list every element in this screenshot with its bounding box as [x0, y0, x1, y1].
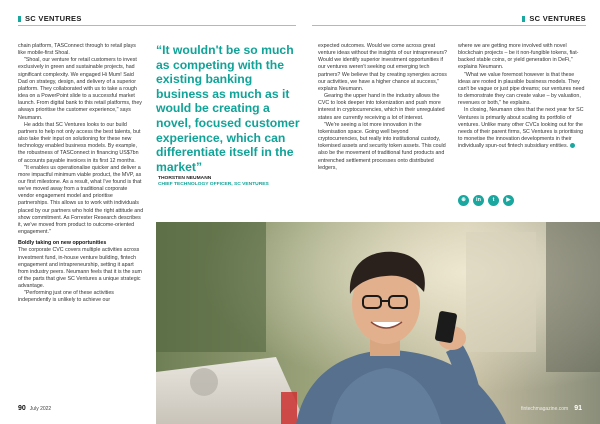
paragraph: Gearing the upper hand in the industry allows the CVC to look deeper into tokenization and push more interest in cryptocurrencies, which in their unregulated states are currently receiving a lot of interest.: [318, 93, 445, 121]
paragraph: "We're seeing a lot more innovation in the tokenisation space. Going well beyond cryptocurrencies, but really into institutional custody, tokenised assets and security token assets. This could also be the movement of traditional fund products and entrenched settlement processes onto distributed ledgers,: [318, 121, 446, 171]
header-left: SC VENTURES: [18, 14, 82, 23]
article-column-1: [18, 43, 144, 305]
header-right: SC VENTURES: [522, 14, 586, 23]
quote-byline: [158, 176, 308, 188]
header-rule-left: [18, 25, 296, 26]
pull-quote: “It wouldn't be so much as competing with the existing banking business as much as it would be creating a novel, focused customer experience, which can differentiate itself in the market”: [156, 43, 300, 174]
paragraph: The corporate CVC covers multiple activities across investment fund, in-house venture building, fintech engagement and intrapreneurship, setting it apart from industry peers. Neumann feels that it is the sum of the parts that give SC Ventures a unique strategic advantage.: [18, 247, 142, 290]
site-url[interactable]: fintechmagazine.com: [520, 406, 569, 412]
footer-right: [521, 405, 586, 412]
article-photo: [156, 222, 600, 424]
page-number-right: 91: [574, 405, 582, 412]
footer-left: [18, 405, 51, 412]
paragraph: chain platform, TASConnect through to retail plays like mobile-first Shoal.: [18, 43, 136, 57]
youtube-icon[interactable]: ▶: [503, 195, 514, 206]
end-of-article-icon: [570, 143, 575, 148]
paragraph: "Shoal, our venture for retail customers to invest exclusively in green and sustainable projects, had significant complexity. We engaged Hi Mum! Said Dad on strategy, design, and delivery of a superior platform. They collaborated with us to take a rough idea on a PowerPoint slide to a successful market launch. From digital bank to this retail platforms, they always prioritise the customer experience," says Neumann.: [18, 57, 142, 121]
paragraph: He adds that SC Ventures looks to our build partners to help not only access the best talents, but also take their input on solutioning for these new technology enabled business models. By example, the robustness of TASConnect in financing US$7bn of accounts payable invoices in its first 12 months.: [18, 121, 141, 164]
article-column-3: [318, 43, 448, 172]
paragraph: In closing, Neumann cites that the next year for SC Ventures is primarily about scaling its portfolio of ventures. Unlike many other CVCs looking out for the needs of their parent firms, SC Ventures is prioritising to monetise the innovation developments in their individually spun-out fintech subsidiary entities.: [458, 107, 584, 150]
twitter-icon[interactable]: t: [488, 195, 499, 206]
paragraph: "What we value foremost however is that these ideas are rooted in plausible business models. They can't be vague or just pipe dreams; our ventures need to demonstrate they can create value – by valuation, revenues or both," he explains.: [458, 71, 585, 107]
section-subhead: Boldly taking on new opportunities: [18, 240, 107, 247]
paragraph: where we are getting more involved with novel blockchain projects – be it non-fungible tokens, fiat-backed stable coins, or yield generation in DeFi," explains Neumann.: [458, 43, 579, 71]
header-marker: [18, 16, 21, 22]
quote-author-title: CHIEF TECHNOLOGY OFFICER, SC VENTURES: [158, 182, 269, 187]
linkedin-icon[interactable]: in: [473, 195, 484, 206]
paragraph: "Performing just one of these activities independently is unlikely to achieve our: [18, 290, 114, 304]
article-column-4: [458, 43, 586, 150]
page-number-left: 90: [18, 405, 26, 412]
photo-man-smiling-at-phone: [156, 222, 600, 424]
paragraph: "It enables us operationalise quicker and deliver a more impactful minimum viable product, the MVP, as our first milestone. As a result, what I've found is that we've moved away from a traditional corporate vendor engagement model and prioritise partnerships. This allows us to work with individuals placed by our partners who hold the right attitude and show commitment. As Forrester Research describes it, we've moved from product to outcome-oriented engagement.": [18, 164, 144, 236]
globe-icon[interactable]: ⊕: [458, 195, 469, 206]
header-marker: [522, 16, 525, 22]
issue-date: July 2022: [29, 406, 52, 412]
header-rule-right: [312, 25, 586, 26]
quote-author-name: THORSTEN NEUMANN: [158, 176, 212, 181]
paragraph: expected outcomes. Would we come across great venture ideas without the insights of our intrapreneurs? Would we identify superior investment opportunities if our ventures weren't seeking out emerging tech partners? We believe that by creating synergies across our activities, we have a higher chance at success," explains Neumann.: [318, 43, 447, 92]
